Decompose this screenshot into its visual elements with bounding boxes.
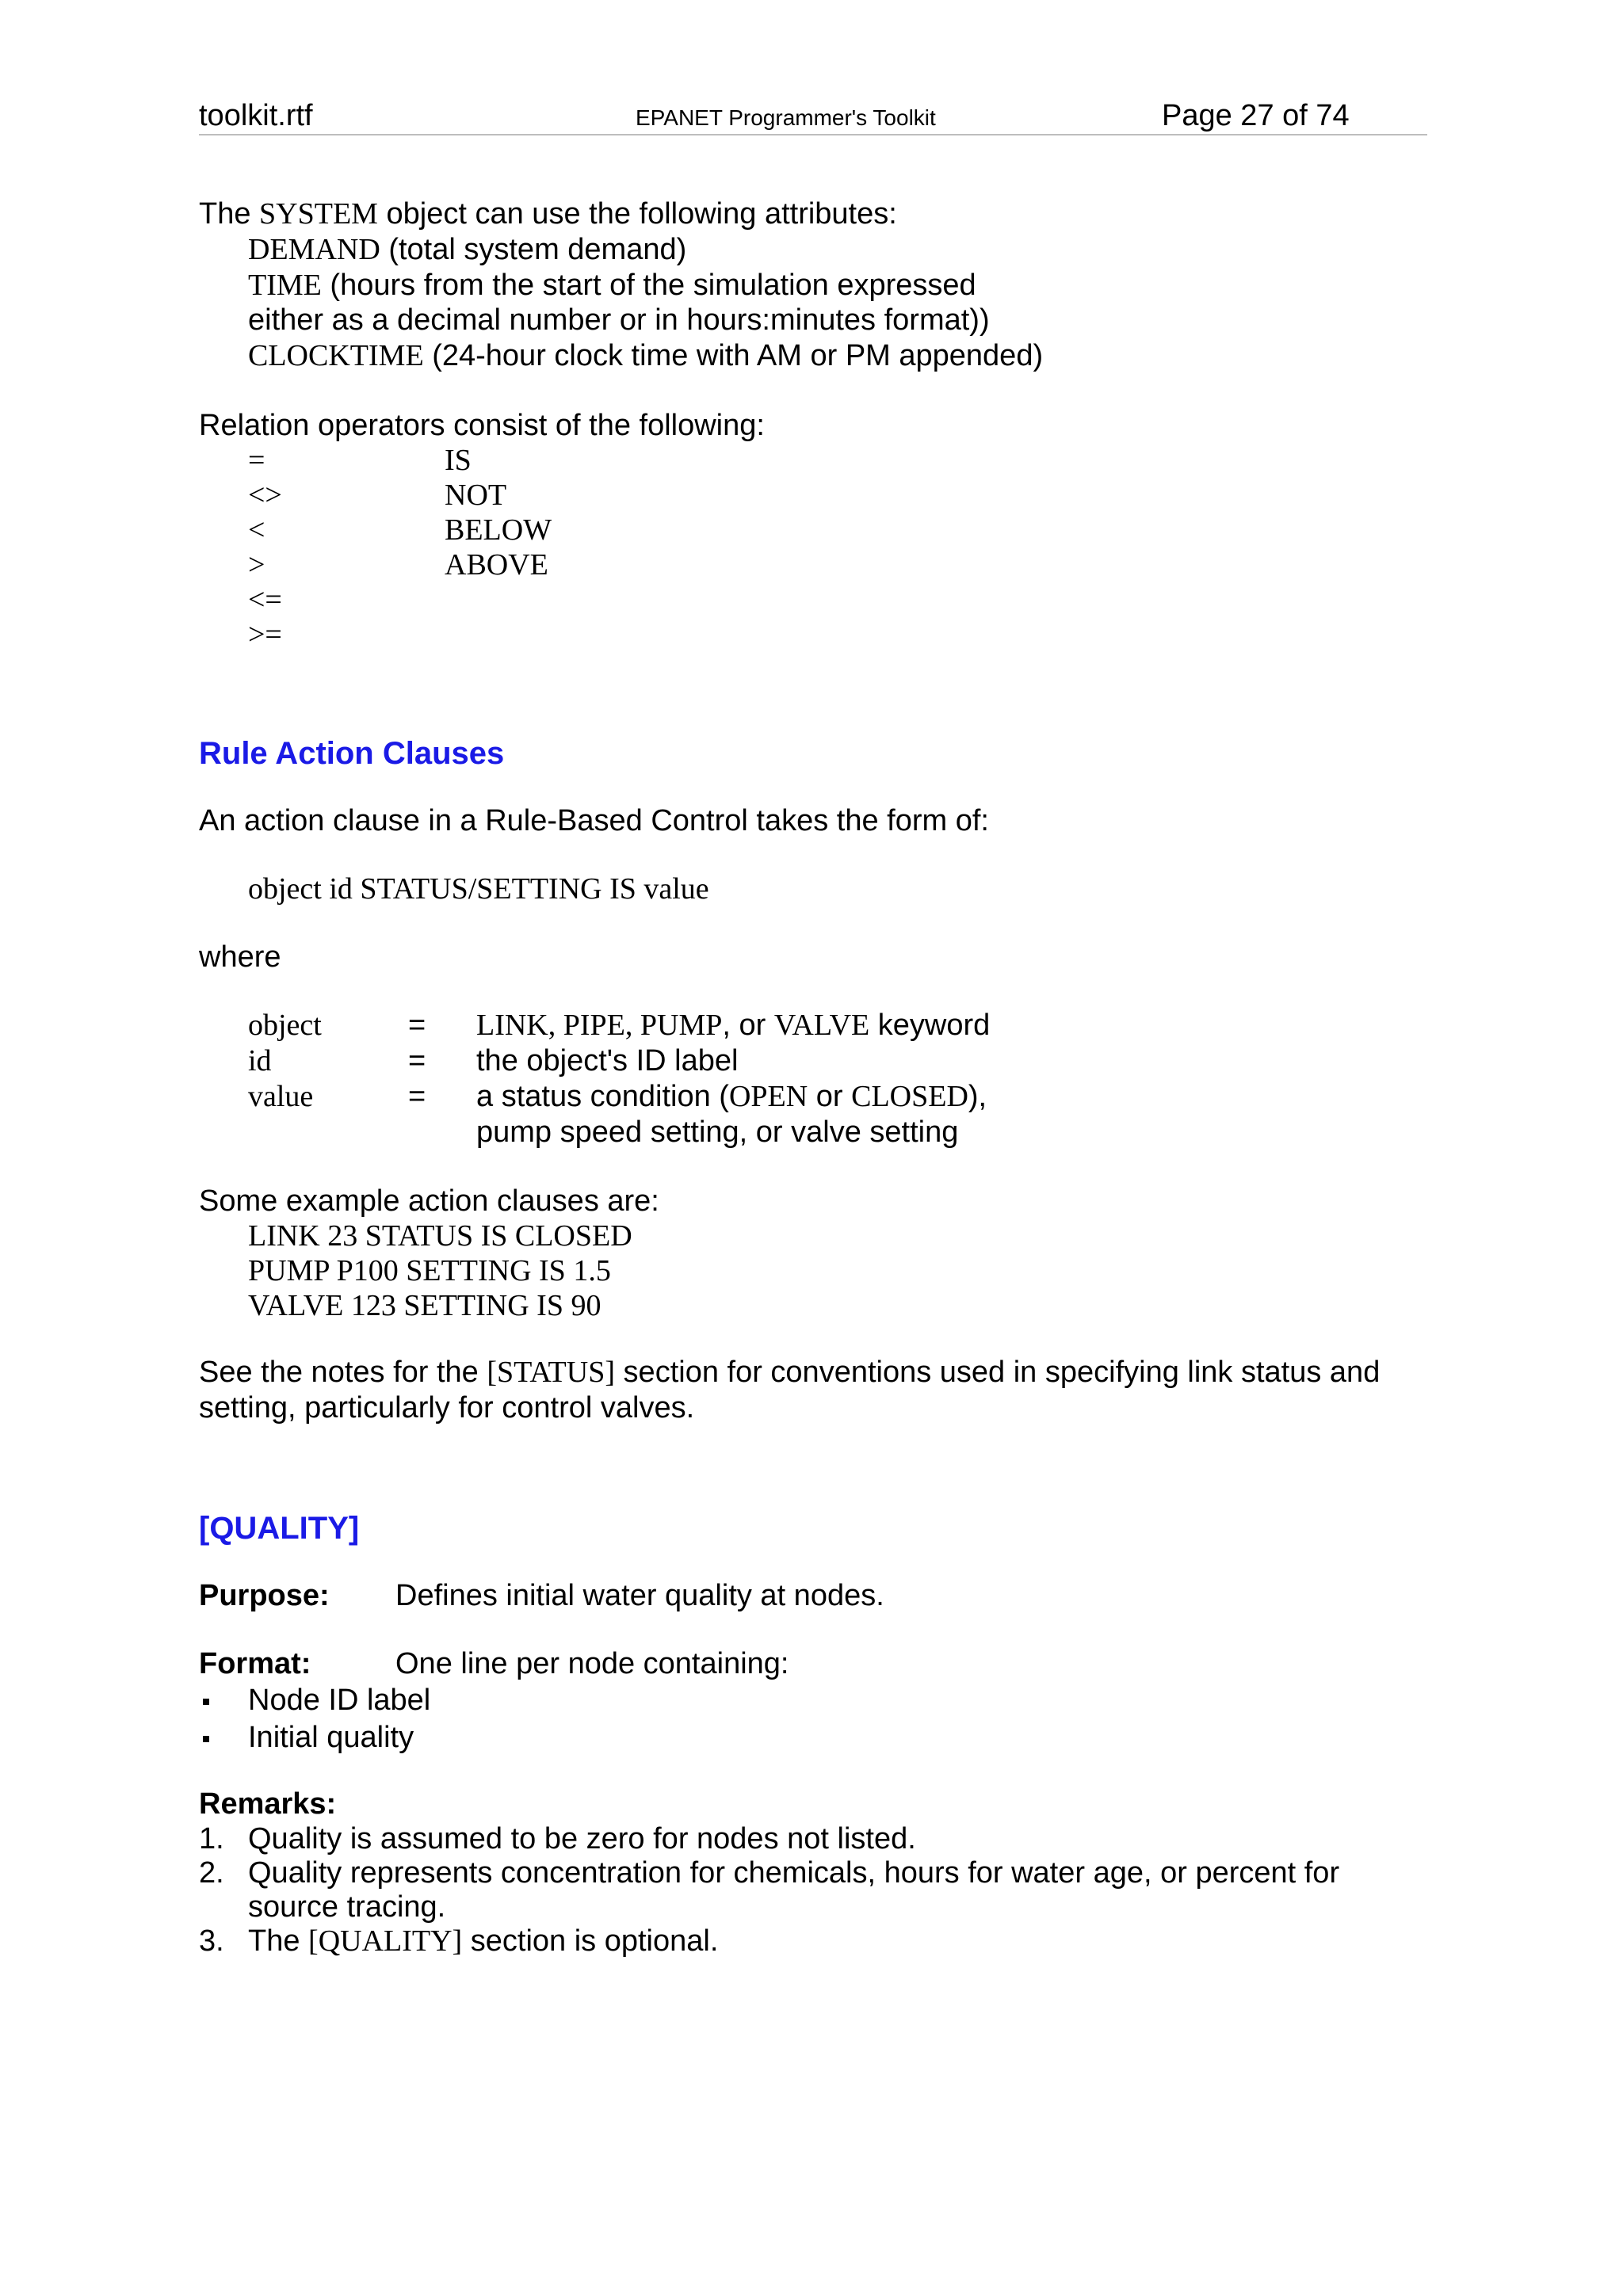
relation-op: < [248, 513, 265, 547]
def-term: value [248, 1080, 314, 1113]
system-attr-time-cont: either as a decimal number or in hours:minutes format)) [248, 303, 990, 337]
def-desc-value-cont: pump speed setting, or valve setting [476, 1116, 959, 1149]
example-clause: PUMP P100 SETTING IS 1.5 [248, 1254, 611, 1287]
header-page-number: Page 27 of 74 [1162, 99, 1350, 132]
def-equals: = [408, 1080, 426, 1113]
remark-number: 3. [199, 1924, 224, 1958]
relation-op: > [248, 548, 265, 582]
examples-intro: Some example action clauses are: [199, 1184, 659, 1218]
def-term: object [248, 1009, 322, 1042]
format-text: One line per node containing: [395, 1647, 789, 1680]
system-attr-clocktime: CLOCKTIME (24-hour clock time with AM or PM appended) [248, 339, 1044, 372]
format-label: Format: [199, 1647, 311, 1680]
rule-action-heading: Rule Action Clauses [199, 736, 505, 771]
def-term: id [248, 1044, 272, 1077]
rule-action-where: where [199, 940, 281, 974]
relation-keyword: IS [445, 444, 472, 477]
def-equals: = [408, 1009, 426, 1042]
bullet-icon [203, 1736, 209, 1742]
purpose-text: Defines initial water quality at nodes. [395, 1579, 884, 1612]
header-filename: toolkit.rtf [199, 99, 313, 132]
bullet-icon [203, 1699, 209, 1705]
header-title: EPANET Programmer's Toolkit [636, 105, 936, 130]
format-bullet-item: Initial quality [248, 1721, 414, 1754]
remark-text: The [QUALITY] section is optional. [248, 1924, 719, 1958]
relation-keyword: NOT [445, 479, 507, 512]
status-note: See the notes for the [STATUS] section for conventions used in specifying link status and [199, 1356, 1381, 1389]
remark-text: Quality represents concentration for chemicals, hours for water age, or percent for [248, 1856, 1340, 1890]
relation-op: <= [248, 583, 282, 616]
relation-op: <> [248, 479, 282, 512]
system-attr-demand: DEMAND (total system demand) [248, 233, 687, 266]
example-clause: LINK 23 STATUS IS CLOSED [248, 1219, 632, 1253]
relations-intro: Relation operators consist of the following: [199, 409, 765, 442]
relation-op: = [248, 444, 265, 477]
remark-text: Quality is assumed to be zero for nodes not listed. [248, 1822, 916, 1855]
relation-op: >= [248, 618, 282, 651]
rule-action-form: object id STATUS/SETTING IS value [248, 872, 709, 906]
remark-text-cont: source tracing. [248, 1890, 446, 1924]
header-divider [199, 134, 1427, 135]
rule-action-intro: An action clause in a Rule-Based Control takes the form of: [199, 804, 989, 837]
relation-keyword: ABOVE [445, 548, 548, 582]
format-bullet-item: Node ID label [248, 1684, 431, 1717]
system-code: SYSTEM [259, 197, 378, 231]
def-desc-object: LINK, PIPE, PUMP, or VALVE keyword [476, 1009, 991, 1042]
example-clause: VALVE 123 SETTING IS 90 [248, 1289, 601, 1322]
quality-heading: [QUALITY] [199, 1511, 360, 1546]
status-note-cont: setting, particularly for control valves. [199, 1391, 695, 1425]
relation-keyword: BELOW [445, 513, 552, 547]
def-desc-value: a status condition (OPEN or CLOSED), [476, 1080, 987, 1113]
system-intro: The SYSTEM object can use the following attributes: [199, 197, 897, 231]
purpose-label: Purpose: [199, 1579, 330, 1612]
remark-number: 2. [199, 1856, 224, 1890]
remark-number: 1. [199, 1822, 224, 1855]
def-equals: = [408, 1044, 426, 1077]
system-attr-time: TIME (hours from the start of the simulation expressed [248, 269, 976, 302]
def-desc-id: the object's ID label [476, 1044, 739, 1077]
remarks-label: Remarks: [199, 1787, 337, 1821]
